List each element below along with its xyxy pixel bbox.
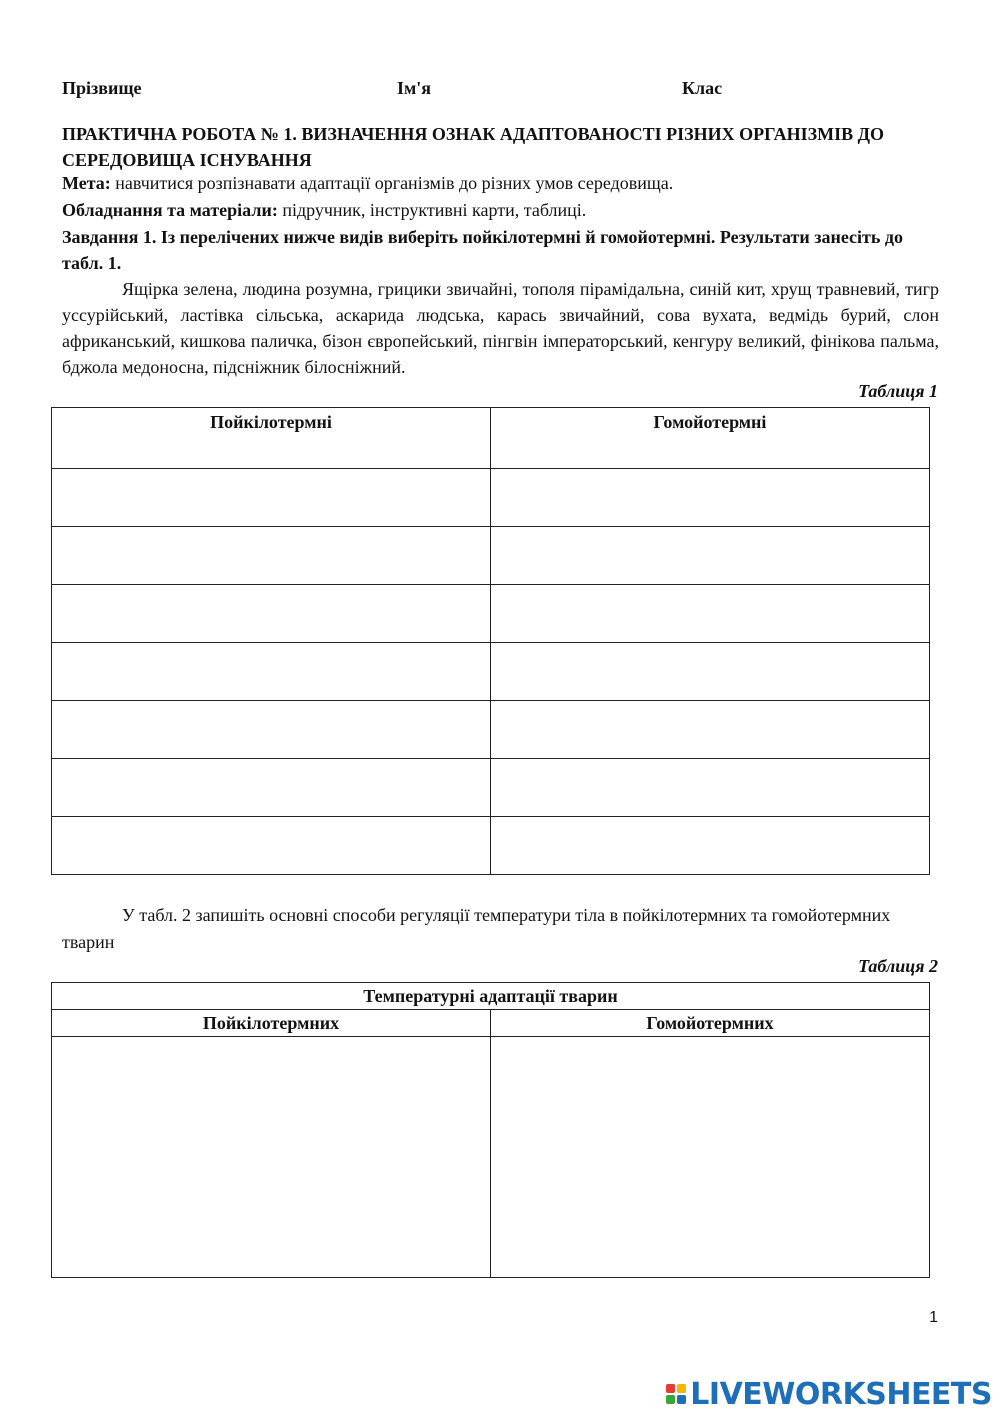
table-cell-poikilothermic[interactable]: [52, 701, 491, 759]
table-2: [51, 982, 930, 1278]
table-2-title-row: [52, 983, 930, 1010]
table-row: [52, 1037, 930, 1278]
goal-label: Мета:: [62, 173, 111, 193]
table-cell-homeothermic[interactable]: [491, 585, 930, 643]
logo-squares-icon: [666, 1384, 686, 1404]
table-cell-homeothermic[interactable]: [491, 759, 930, 817]
class-label: Клас: [682, 78, 723, 98]
table-cell-poikilothermic[interactable]: [52, 527, 491, 585]
table-cell-poikilothermic[interactable]: [52, 759, 491, 817]
table-row: [52, 527, 930, 585]
equipment-text: підручник, інструктивні карти, таблиці.: [277, 200, 587, 220]
page-title: ПРАКТИЧНА РОБОТА № 1. ВИЗНАЧЕННЯ ОЗНАК АДАПТОВАНОСТІ РІЗНИХ ОРГАНІЗМІВ ДО СЕРЕДОВИЩА ІСНУВАННЯ: [62, 124, 885, 170]
table-cell-homeothermic[interactable]: [491, 527, 930, 585]
table-cell-homeothermic[interactable]: [491, 643, 930, 701]
table-2-col-homeothermic: Гомойотермних: [491, 1010, 930, 1037]
logo-text: LIVEWORKSHEETS: [690, 1376, 992, 1412]
goal-text: навчитися розпізнавати адаптації організмів до різних умов середовища.: [110, 173, 674, 193]
table-2-col-poikilothermic: Пойкілотермних: [52, 1010, 491, 1037]
table-2-cell-poikilothermic[interactable]: [52, 1037, 491, 1278]
table-2-cell-homeothermic[interactable]: [491, 1037, 930, 1278]
table-cell-poikilothermic[interactable]: [52, 817, 491, 875]
table-row: [52, 469, 930, 527]
page-number: 1: [929, 1309, 938, 1326]
table-cell-homeothermic[interactable]: [491, 817, 930, 875]
goal-line: [62, 170, 673, 196]
liveworksheets-logo[interactable]: [666, 1374, 992, 1414]
table-row: [52, 759, 930, 817]
table-cell-poikilothermic[interactable]: [52, 585, 491, 643]
table-row: [52, 643, 930, 701]
table-row: [52, 701, 930, 759]
table-row: [52, 585, 930, 643]
table-1-caption: Таблиця 1: [858, 381, 938, 401]
table-2-header-row: [52, 1010, 930, 1037]
equipment-line: [62, 197, 586, 223]
table-1-col-homeothermic: Гомойотермні: [491, 408, 930, 469]
table-cell-homeothermic[interactable]: [491, 701, 930, 759]
equipment-label: Обладнання та матеріали:: [62, 200, 278, 220]
task-1-heading: Завдання 1. Із перелічених нижче видів виберіть пойкілотермні й гомойотермні. Результати занесіть до табл. 1.: [62, 227, 904, 273]
table-row: [52, 817, 930, 875]
surname-label: Прізвище: [62, 78, 142, 98]
table-2-caption: Таблиця 2: [858, 956, 938, 976]
table-1: [51, 407, 930, 875]
table-1-col-poikilothermic: Пойкілотермні: [52, 408, 491, 469]
species-paragraph: Ящірка зелена, людина розумна, грицики звичайні, тополя пірамідальна, синій кит, хрущ травневий, тигр уссурійський, ластівка сільська, аскарида людська, карась звичайний, сова вухата, ведмідь бурий, слон африканський, кишкова паличка, бізон європейський, пінгвін імператорський, кенгуру великий, фінікова пальма, бджола медоносна, підсніжник білосніжний.: [62, 279, 939, 377]
table-cell-homeothermic[interactable]: [491, 469, 930, 527]
table-cell-poikilothermic[interactable]: [52, 469, 491, 527]
task-2-paragraph: У табл. 2 запишіть основні способи регуляції температури тіла в пойкілотермних та гомойотермних тварин: [62, 905, 891, 952]
table-2-title: Температурні адаптації тварин: [52, 983, 930, 1010]
table-cell-poikilothermic[interactable]: [52, 643, 491, 701]
table-1-header-row: [52, 408, 930, 469]
name-label: Ім'я: [397, 78, 432, 98]
